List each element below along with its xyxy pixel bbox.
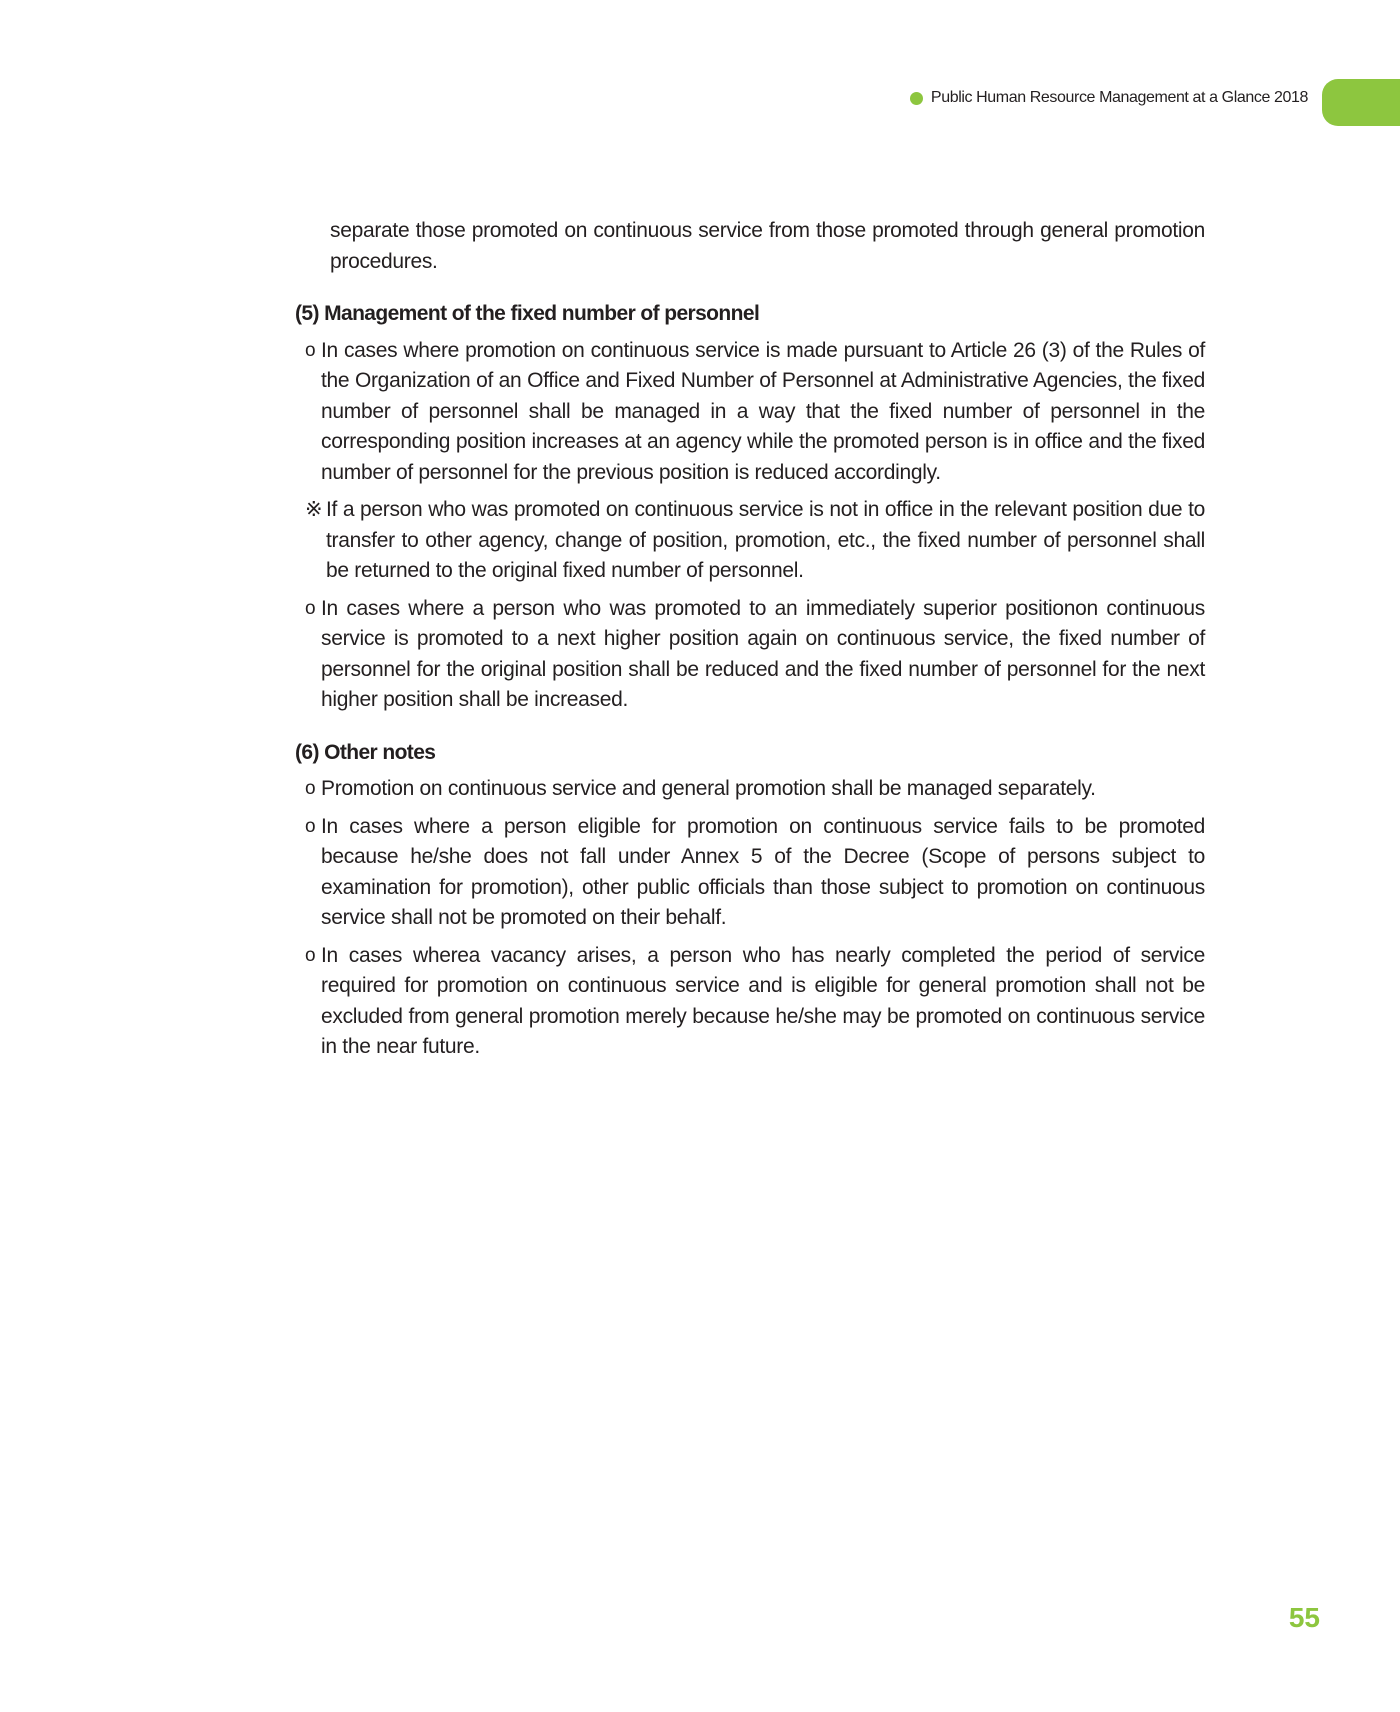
bullet-circle-icon: o bbox=[305, 778, 316, 799]
section-5-note bbox=[305, 495, 1205, 587]
page-body bbox=[295, 216, 1205, 1070]
running-header-title: Public Human Resource Management at a Glance 2018 bbox=[930, 89, 1308, 106]
page-number: 55 bbox=[1288, 1602, 1320, 1633]
section-6-item-3-text: In cases wherea vacancy arises, a person who has nearly completed the period of service required for promotion on continuous service and is eligible for general promotion shall not be excluded from general promotion merely because he/she may be promoted on continuous service in the near future. bbox=[321, 943, 1205, 1058]
bullet-circle-icon: o bbox=[305, 597, 316, 619]
running-header bbox=[910, 89, 1308, 107]
section-5-item-1 bbox=[305, 336, 1205, 489]
section-5-item-2 bbox=[305, 594, 1205, 716]
bullet-circle-icon: o bbox=[305, 944, 316, 966]
section-6-item-1 bbox=[305, 774, 1205, 805]
section-6-item-3 bbox=[305, 941, 1205, 1063]
section-6-heading: (6) Other notes bbox=[295, 740, 436, 764]
section-5-item-2-text: In cases where a person who was promoted to an immediately superior positionon continuous service is promoted to a next higher position again on continuous service, the fixed number of personnel for the original position shall be reduced and the fixed number of personnel for the next higher position shall be increased. bbox=[321, 596, 1205, 711]
continuation-paragraph: separate those promoted on continuous service from those promoted through general promotion procedures. bbox=[330, 219, 1205, 273]
section-6-item-2-text: In cases where a person eligible for promotion on continuous service fails to be promoted because he/she does not fall under Annex 5 of the Decree (Scope of persons subject to examination for promotion), other public officials than those subject to promotion on continuous service shall not be promoted on their behalf. bbox=[321, 814, 1205, 929]
section-5-note-text: If a person who was promoted on continuous service is not in office in the relevant position due to transfer to other agency, change of position, promotion, etc., the fixed number of personnel shall be returned to the original fixed number of personnel. bbox=[326, 498, 1205, 582]
bullet-circle-icon: o bbox=[305, 339, 316, 361]
section-5-heading: (5) Management of the fixed number of personnel bbox=[295, 302, 760, 325]
green-page-tab bbox=[1322, 79, 1400, 126]
green-dot-icon bbox=[910, 92, 923, 105]
bullet-circle-icon: o bbox=[305, 815, 316, 837]
reference-mark-icon: ※ bbox=[305, 498, 323, 521]
section-6-item-1-text: Promotion on continuous service and general promotion shall be managed separately. bbox=[321, 777, 1096, 800]
section-5-item-1-text: In cases where promotion on continuous service is made pursuant to Article 26 (3) of the Rules of the Organization of an Office and Fixed Number of Personnel at Administrative Agencies, the fixed number of personnel shall be managed in a way that the fixed number of personnel in the corresponding position increases at an agency while the promoted person is in office and the fixed number of personnel for the previous position is reduced accordingly. bbox=[321, 338, 1205, 484]
section-6-item-2 bbox=[305, 812, 1205, 934]
